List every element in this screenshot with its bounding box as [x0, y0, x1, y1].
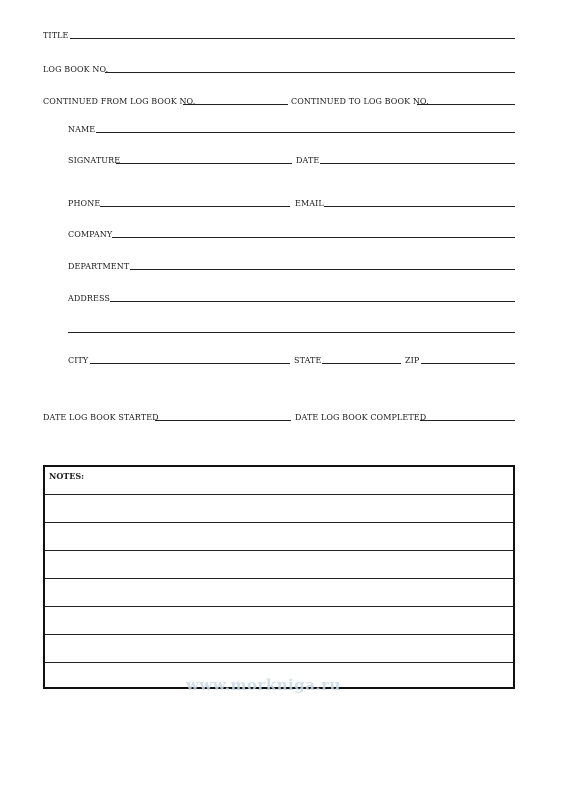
- phone-label: PHONE: [68, 199, 101, 208]
- name-label: NAME: [68, 125, 96, 134]
- signature-field[interactable]: [116, 163, 292, 164]
- name-field[interactable]: [96, 132, 515, 133]
- notes-line[interactable]: [45, 606, 513, 607]
- date-label: DATE: [296, 156, 320, 165]
- email-field[interactable]: [324, 206, 515, 207]
- title-label: TITLE: [43, 31, 69, 40]
- notes-line[interactable]: [45, 578, 513, 579]
- notes-line[interactable]: [45, 494, 513, 495]
- state-field[interactable]: [322, 363, 401, 364]
- continued-from-field[interactable]: [183, 104, 288, 105]
- log-book-no-field[interactable]: [105, 72, 515, 73]
- company-label: COMPANY: [68, 230, 113, 239]
- notes-box[interactable]: [43, 465, 515, 689]
- date-started-label: DATE LOG BOOK STARTED: [43, 413, 159, 422]
- date-completed-field[interactable]: [420, 420, 515, 421]
- continued-to-label: CONTINUED TO LOG BOOK NO.: [291, 97, 429, 106]
- signature-label: SIGNATURE: [68, 156, 121, 165]
- notes-line[interactable]: [45, 662, 513, 663]
- notes-line[interactable]: [45, 634, 513, 635]
- title-field[interactable]: [70, 38, 515, 39]
- address-field[interactable]: [110, 301, 515, 302]
- notes-line[interactable]: [45, 550, 513, 551]
- address-label: ADDRESS: [68, 294, 110, 303]
- company-field[interactable]: [112, 237, 515, 238]
- date-field[interactable]: [320, 163, 515, 164]
- email-label: EMAIL: [295, 199, 324, 208]
- date-started-field[interactable]: [155, 420, 291, 421]
- continued-to-field[interactable]: [417, 104, 515, 105]
- department-field[interactable]: [130, 269, 515, 270]
- zip-label: ZIP: [405, 356, 420, 365]
- phone-field[interactable]: [100, 206, 290, 207]
- log-book-no-label: LOG BOOK NO.: [43, 65, 109, 74]
- continued-from-label: CONTINUED FROM LOG BOOK NO.: [43, 97, 196, 106]
- zip-field[interactable]: [421, 363, 515, 364]
- city-label: CITY: [68, 356, 89, 365]
- date-completed-label: DATE LOG BOOK COMPLETED: [295, 413, 427, 422]
- department-label: DEPARTMENT: [68, 262, 130, 271]
- city-field[interactable]: [90, 363, 290, 364]
- notes-line[interactable]: [45, 522, 513, 523]
- address-line-2-field[interactable]: [68, 332, 515, 333]
- state-label: STATE: [294, 356, 322, 365]
- watermark: www.morkniga.ru: [186, 676, 341, 694]
- notes-label: NOTES:: [49, 471, 85, 481]
